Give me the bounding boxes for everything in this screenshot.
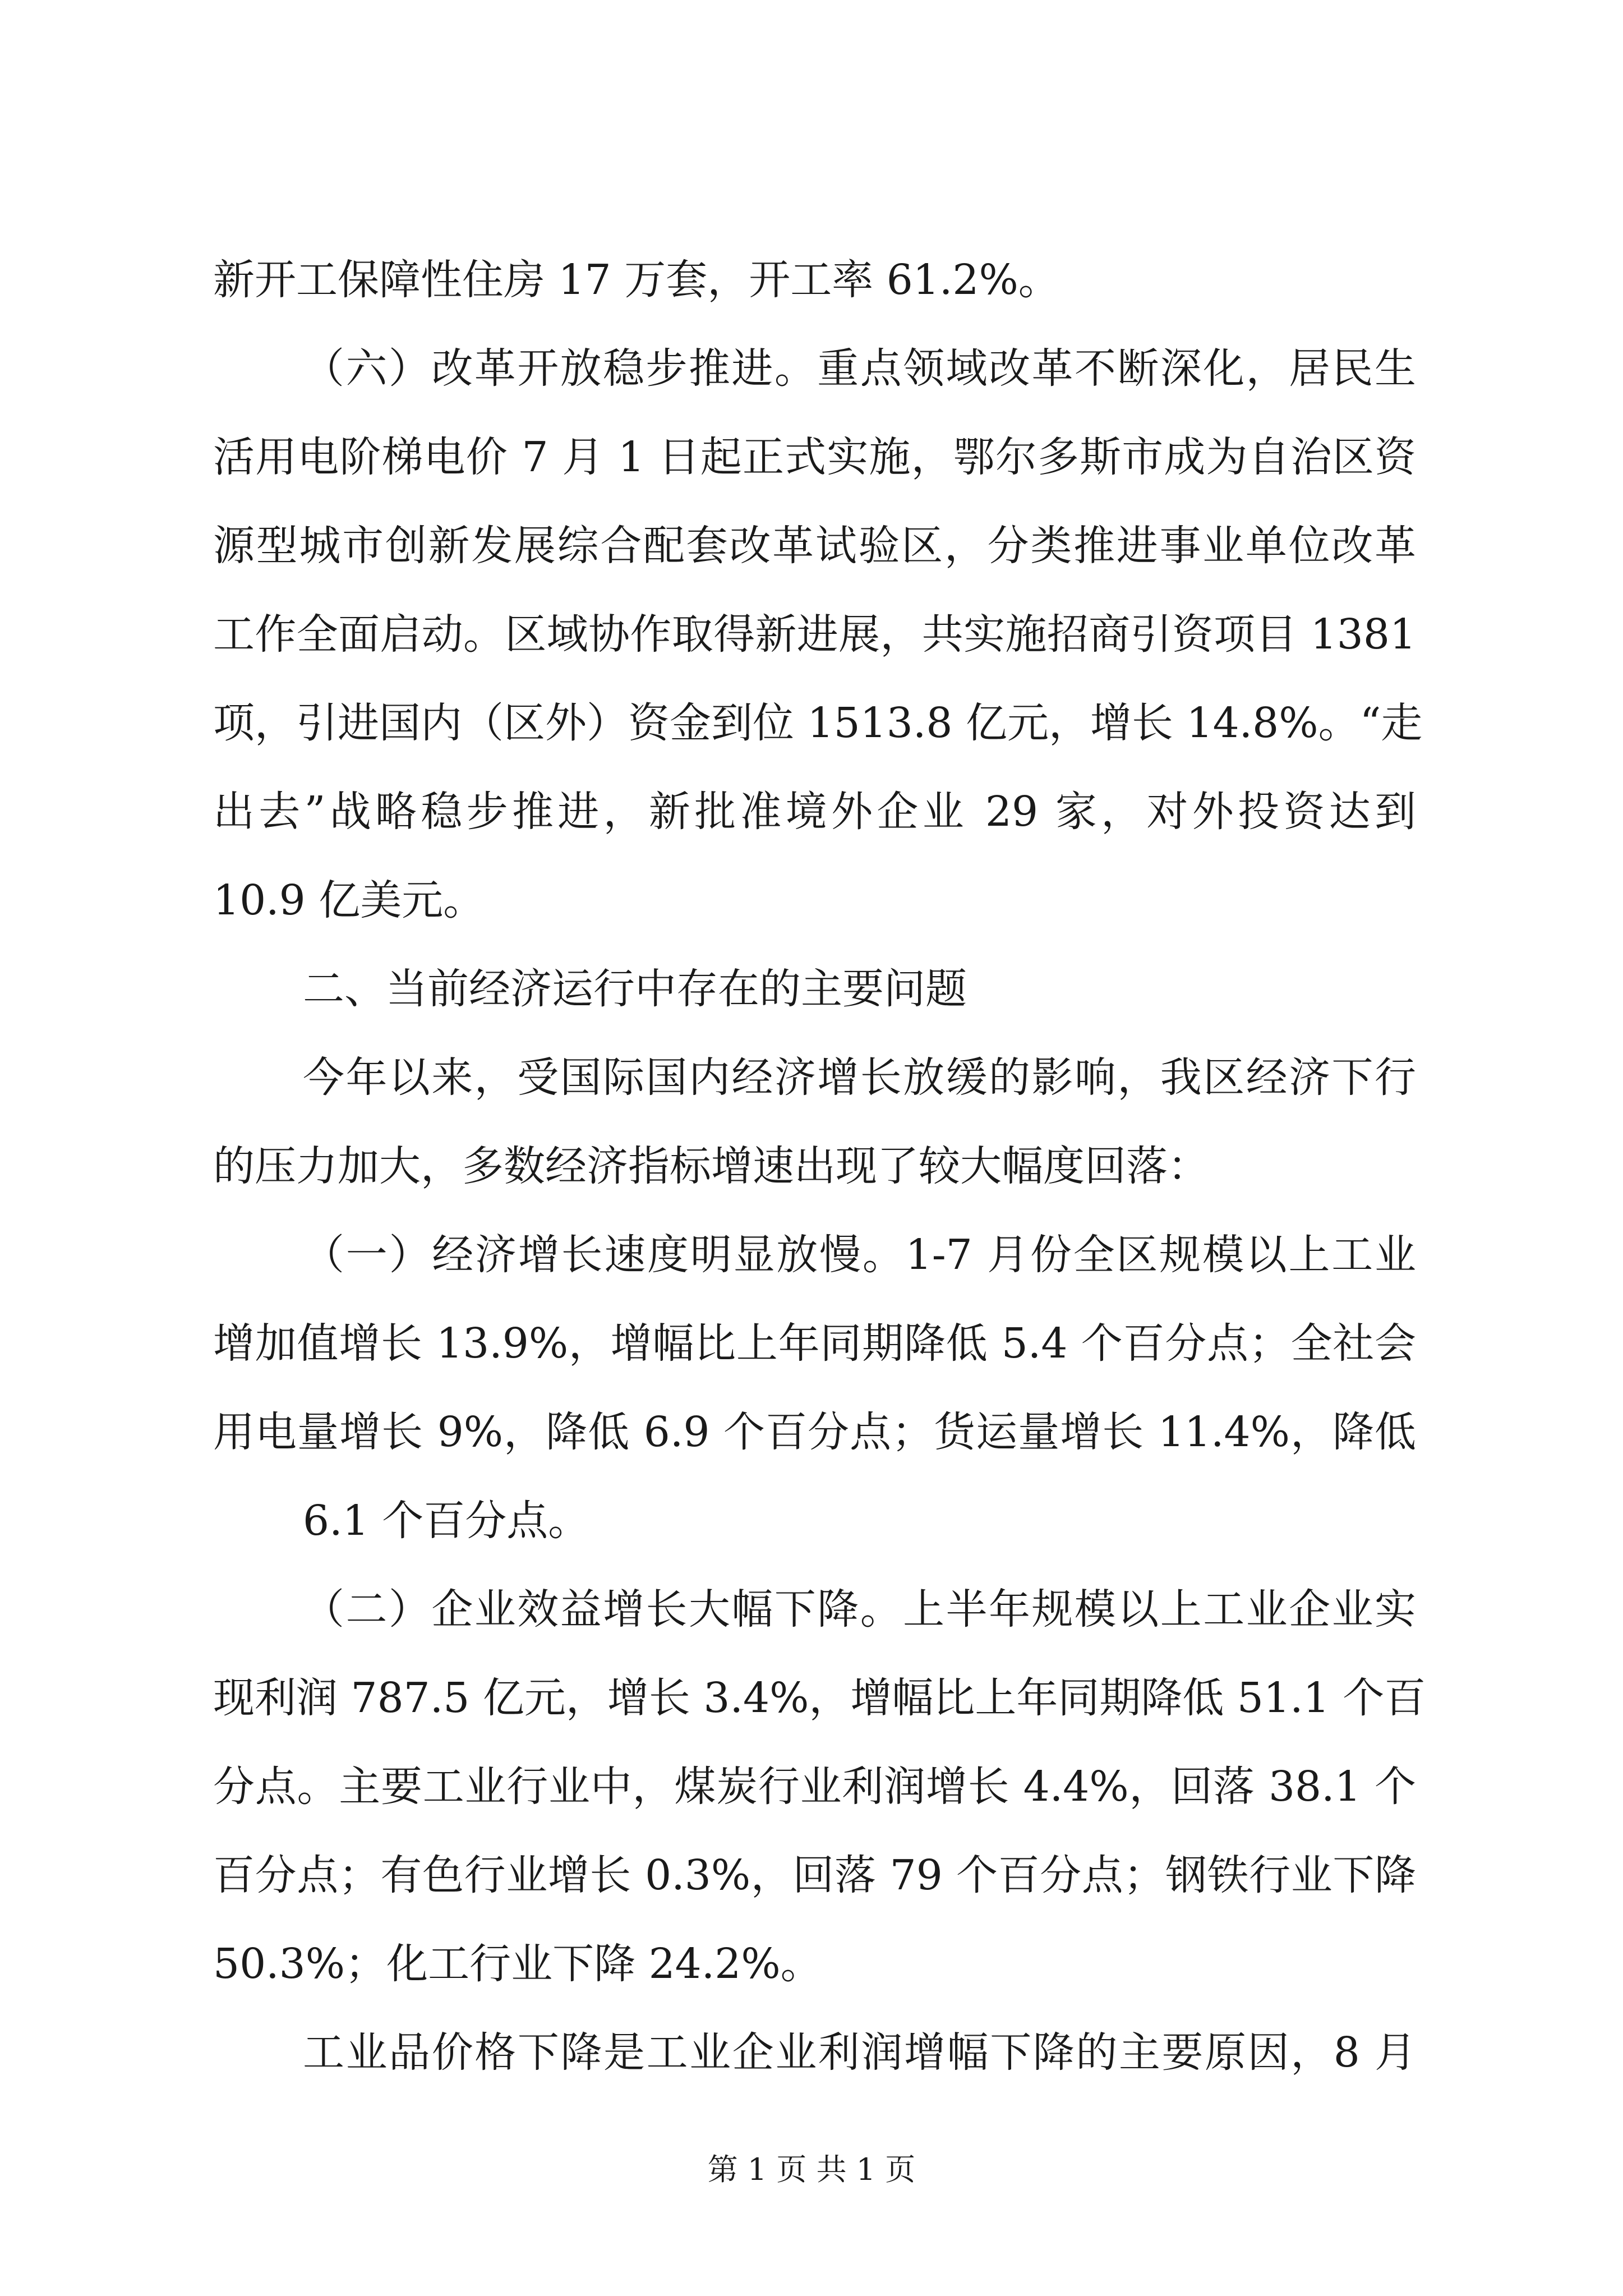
- text-line: 工业品价格下降是工业企业利润增幅下降的主要原因，8 月: [303, 2028, 1416, 2077]
- text-line: 活用电阶梯电价 7 月 1 日起正式实施，鄂尔多斯市成为自治区资: [213, 433, 1416, 481]
- text-line: 源型城市创新发展综合配套改革试验区，分类推进事业单位改革: [213, 522, 1416, 570]
- text-line: 的压力加大，多数经济指标增速出现了较大幅度回落：: [213, 1142, 1209, 1190]
- paragraph-first-line: （六）改革开放稳步推进。重点领域改革不断深化，居民生: [303, 344, 1416, 393]
- text-line: 现利润 787.5 亿元，增长 3.4%，增幅比上年同期降低 51.1 个百: [213, 1674, 1426, 1722]
- text-line: 出去”战略稳步推进，新批准境外企业 29 家，对外投资达到: [213, 788, 1416, 836]
- paragraph-first-line: 今年以来，受国际国内经济增长放缓的影响，我区经济下行: [303, 1053, 1416, 1102]
- section-heading: 二、当前经济运行中存在的主要问题: [303, 965, 967, 1013]
- text-line: 工作全面启动。区域协作取得新进展，共实施招商引资项目 1381: [213, 610, 1416, 659]
- page-footer: 第 1 页 共 1 页: [707, 2152, 916, 2187]
- text-line: 分点。主要工业行业中，煤炭行业利润增长 4.4%，回落 38.1 个: [213, 1763, 1416, 1811]
- paragraph-first-line: （二）企业效益增长大幅下降。上半年规模以上工业企业实: [303, 1585, 1416, 1634]
- paragraph-first-line: （一）经济增长速度明显放慢。1-7 月份全区规模以上工业: [303, 1231, 1416, 1279]
- text-line: 50.3%；化工行业下降 24.2%。: [213, 1940, 822, 1988]
- text-line: 增加值增长 13.9%，增幅比上年同期降低 5.4 个百分点；全社会: [213, 1319, 1416, 1368]
- text-line: 项，引进国内（区外）资金到位 1513.8 亿元，增长 14.8%。“走: [213, 699, 1423, 747]
- text-line: 6.1 个百分点。: [303, 1497, 590, 1545]
- text-line: 10.9 亿美元。: [213, 876, 485, 924]
- text-line: 百分点；有色行业增长 0.3%，回落 79 个百分点；钢铁行业下降: [213, 1851, 1416, 1899]
- text-line: 用电量增长 9%，降低 6.9 个百分点；货运量增长 11.4%，降低: [213, 1408, 1416, 1456]
- text-line: 新开工保障性住房 17 万套，开工率 61.2%。: [213, 256, 1060, 304]
